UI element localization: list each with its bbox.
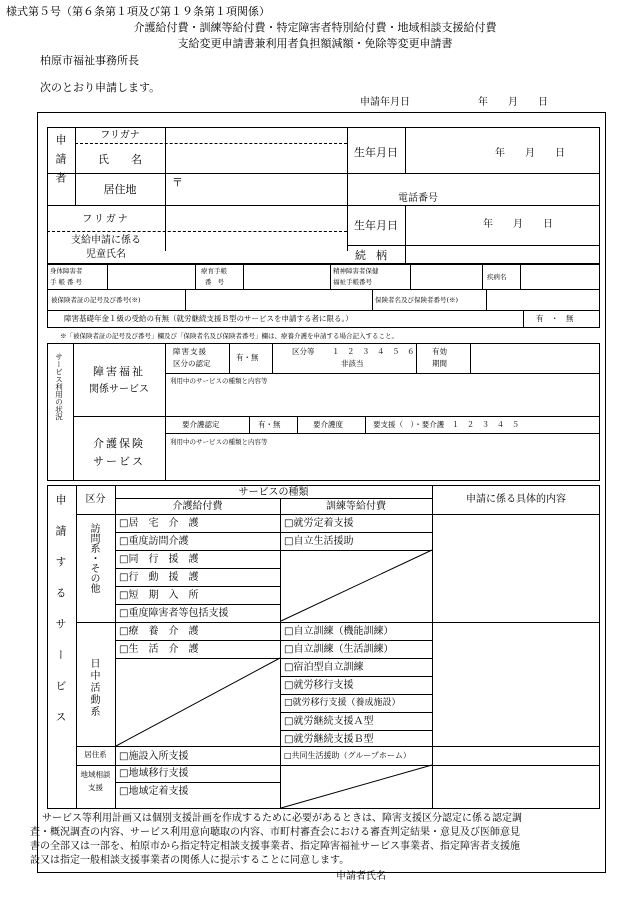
title-line-2: 支給変更申請書兼利用者負担額減額・免除等変更申請書 [177, 37, 453, 50]
kubun-label: 区分 [85, 494, 106, 505]
kunren-header: 訓練等給付費 [326, 501, 386, 512]
care-label-1: 介護保険 [93, 437, 145, 450]
consent-line-1: サービス等利用計画又は個別支援計画を作成するために必要があるときは、障害支援区分認定に係る認定調 [42, 813, 522, 824]
service-continued-b[interactable]: □就労継続支援Ｂ型 [284, 734, 374, 745]
residence-group-label: 居住系 [84, 750, 107, 759]
ryoiku-handbook-label-1: 療育手帳 [201, 267, 227, 275]
applicant-name-label: 氏 名 [98, 153, 142, 166]
title-line-1: 介護給付費・訓練等給付費・特定障害者特別給付費・地域相談支援給付費 [133, 21, 497, 34]
day-group-label: 日中活動系 [88, 658, 99, 718]
signature-label: 申請者氏名 [336, 871, 386, 882]
care-degree-label: 要介護度 [313, 420, 343, 429]
service-independent-living[interactable]: □自立生活援助 [284, 536, 354, 547]
detail-header: 申請に係る具体的内容 [466, 494, 566, 505]
applicant-side-label: 申請者 [54, 134, 67, 191]
welfare-label-2: 関係サービス [89, 384, 149, 395]
care-label-2: サービス [93, 455, 145, 468]
applicant-dob-field[interactable]: 年 月 日 [495, 148, 565, 159]
cert-label-2: 区分の認定 [173, 359, 211, 368]
ryoiku-handbook-label-2: 番号 [205, 278, 230, 286]
child-relation-label: 続柄 [355, 249, 397, 262]
welfare-label-1: 障害福祉 [93, 365, 145, 378]
service-short-stay[interactable]: □短 期 入 所 [119, 590, 199, 601]
addressee: 柏原市福祉事務所長 [40, 54, 139, 67]
form-number: 様式第５号（第６条第１項及び第１９条第１項関係） [6, 5, 270, 18]
service-employment-retention[interactable]: □就労定着支援 [284, 518, 354, 529]
phone-label: 電話番号 [398, 193, 438, 204]
insurance-number-label: 被保険者証の記号及び番号(※) [51, 296, 141, 304]
service-medical-care[interactable]: □療 養 介 護 [119, 626, 199, 637]
care-yes-no[interactable]: 有・無 [258, 420, 281, 429]
service-training-residential[interactable]: □宿泊型自立訓練 [284, 662, 364, 673]
class-label: 区分等 [292, 347, 315, 356]
physical-handbook-label-2: 手帳番号 [50, 278, 84, 286]
service-group-home[interactable]: □共同生活援助（グループホーム） [284, 751, 411, 760]
physical-handbook-label-1: 身体障害者 [50, 267, 83, 275]
postal-mark: 〒 [172, 176, 183, 189]
service-severe-visit[interactable]: □重度訪問介護 [119, 536, 189, 547]
applicant-furigana-label: フリガナ [100, 130, 140, 141]
consent-line-4: 設又は指定一般相談支援事業者の関係人に提示することに同意します。 [30, 855, 350, 866]
visit-group-label: 訪問系・その他 [88, 523, 99, 593]
child-name-label-1: 支給申請に係る [71, 235, 141, 246]
valid-label-1: 有効 [432, 347, 447, 356]
disease-label: 疾病名 [487, 273, 507, 281]
services-side-label: 申請するサービス [54, 494, 67, 742]
valid-label-2: 期間 [432, 359, 447, 368]
intro-text: 次のとおり申請します。 [40, 81, 161, 94]
service-training-function[interactable]: □自立訓練（機能訓練） [284, 626, 394, 637]
applicant-address-label: 居住地 [103, 183, 137, 196]
service-training-living[interactable]: □自立訓練（生活訓練） [284, 644, 394, 655]
pension-label: 障害基礎年金１級の受給の有無（就労継続支援Ｂ型のサービスを申請する者に限る。） [64, 314, 353, 323]
service-employment-transition[interactable]: □就労移行支援 [284, 680, 354, 691]
care-in-use-note: 利用中のサービスの種類と内容等 [170, 438, 268, 446]
service-employment-transition-school[interactable]: □就労移行支援（養成施設） [284, 698, 401, 708]
mental-handbook-label-1: 精神障害者保健 [333, 267, 379, 275]
mental-handbook-label-2: 福祉手帳番号 [333, 278, 372, 286]
service-home-care[interactable]: □居 宅 介 護 [119, 518, 199, 529]
pension-choice[interactable]: 有 ・ 無 [536, 314, 574, 323]
care-cert-label: 要介護認定 [182, 420, 220, 429]
service-living-care[interactable]: □生 活 介 護 [119, 644, 199, 655]
application-date-label: 申請年月日 [360, 97, 410, 108]
cert-label-1: 障害支援 [173, 347, 207, 356]
service-facility-admission[interactable]: □施設入所支援 [119, 751, 189, 762]
child-name-label-2: 児童氏名 [86, 249, 126, 260]
service-community-transition[interactable]: □地域移行支援 [119, 768, 189, 779]
non-applicable[interactable]: 非該当 [341, 359, 364, 368]
consent-line-3: 書の全部又は一部を、柏原市から指定特定相談支援事業者、指定障害福祉サービス事業者、指定障害者支援施 [30, 841, 520, 852]
detail-content-field[interactable] [434, 516, 598, 806]
insurer-label: 保険者名及び保険者番号(※) [375, 296, 459, 304]
insurance-note: ※「被保険者証の記号及び番号」欄及び「保険者名及び保険者番号」欄は、療養介護を申請する場合記入すること。 [60, 332, 398, 340]
service-behavior[interactable]: □行 動 援 護 [119, 572, 199, 583]
usage-side-label: サービス利用の状況 [54, 353, 64, 421]
service-community-retention[interactable]: □地域定着支援 [119, 786, 189, 797]
class-values[interactable]: １ ２ ３ ４ ５ ６ [332, 347, 415, 356]
child-dob-field[interactable]: 年 月 日 [483, 219, 553, 230]
applicant-dob-label: 生年月日 [354, 146, 398, 159]
child-furigana-label: フリガナ [82, 214, 130, 225]
service-continued-a[interactable]: □就労継続支援Ａ型 [284, 716, 374, 727]
signature-field[interactable] [400, 868, 590, 884]
cert-yes-no[interactable]: 有・無 [236, 353, 259, 362]
welfare-in-use-note: 利用中のサービスの種類と内容等 [170, 377, 268, 385]
consent-line-2: 査・概況調査の内容、サービス利用意向聴取の内容、市町村審査会における審査判定結果・意見及び医師意見 [30, 827, 520, 838]
service-comprehensive[interactable]: □重度障害者等包括支援 [119, 608, 229, 619]
application-date-field[interactable]: 年 月 日 [478, 97, 548, 108]
community-group-label: 地域相談支援 [80, 770, 111, 792]
service-type-header: サービスの種類 [238, 487, 309, 498]
care-degree-values[interactable]: 要支援（ ）・要介護 １ ２ ３ ４ ５ [373, 420, 520, 429]
kaigo-header: 介護給付費 [172, 501, 223, 512]
child-dob-label: 生年月日 [354, 219, 398, 232]
service-accompany[interactable]: □同 行 援 護 [119, 554, 199, 565]
